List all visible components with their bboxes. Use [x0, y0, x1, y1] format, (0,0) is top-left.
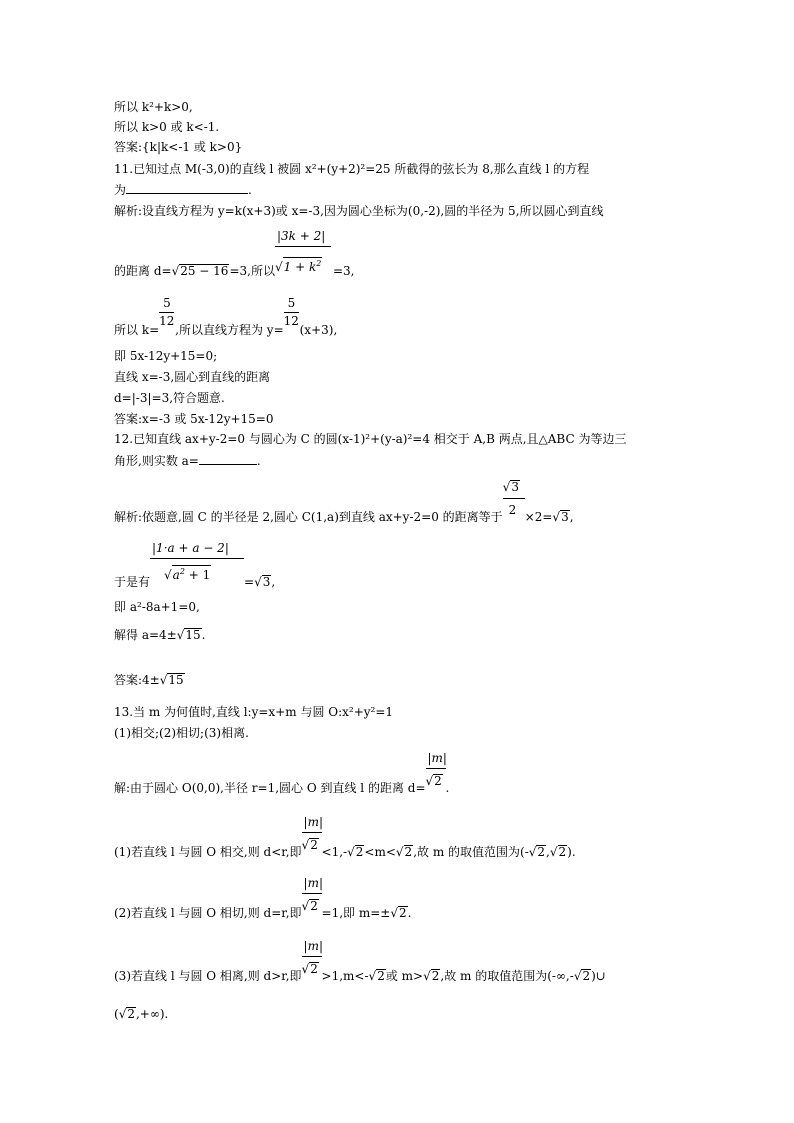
- text: 为: [114, 183, 127, 197]
- text: =1,即 m=±: [321, 906, 391, 920]
- text: )∪: [591, 969, 606, 983]
- radicand-text: + 1: [184, 568, 211, 582]
- text: ,: [569, 510, 574, 524]
- radicand-text: 1 + k: [283, 260, 317, 274]
- text: 答案:4±: [114, 673, 160, 687]
- radicand: 15: [168, 673, 184, 687]
- text-line: 所以 k>0 或 k<-1.: [114, 120, 220, 134]
- radicand: 15: [185, 628, 201, 642]
- text: =: [244, 575, 255, 589]
- fraction-bar: [426, 768, 446, 769]
- question-12-blank-line: [114, 453, 261, 468]
- formula-line: [114, 1007, 168, 1021]
- text-line: 直线 x=-3,圆心到直线的距离: [114, 370, 271, 384]
- sqrt-sign: √: [159, 673, 168, 687]
- sqrt-sign: √: [301, 899, 310, 913]
- radicand: 2: [377, 969, 385, 983]
- numerator: |3k + 2|: [276, 229, 326, 243]
- sqrt-sign: √: [528, 845, 537, 859]
- formula-line: [114, 480, 574, 524]
- answer-line: 答案:x=-3 或 5x-12y+15=0: [114, 412, 274, 426]
- numerator: |m|: [303, 939, 323, 953]
- sqrt-sign: √: [573, 969, 582, 983]
- radicand: 2: [582, 969, 591, 983]
- sqrt-sign: √: [118, 1007, 127, 1021]
- radicand: 2: [310, 962, 318, 976]
- text-line: (1)相交;(2)相切;(3)相离.: [114, 726, 249, 740]
- text: 所以 k=: [114, 323, 160, 337]
- numerator: |1·a + a − 2|: [152, 541, 229, 555]
- text: 解得 a=4±: [114, 628, 177, 642]
- text: ×2=: [524, 510, 553, 524]
- formula-line: [114, 296, 338, 337]
- sqrt-sign: √: [301, 962, 310, 976]
- fraction-bar: [284, 312, 299, 313]
- radicand: 2: [399, 906, 407, 920]
- radicand: 2: [537, 845, 546, 859]
- radicand: 2: [355, 845, 364, 859]
- text: (x+3),: [299, 323, 338, 337]
- denominator: [302, 899, 319, 913]
- text: 解:由于圆心 O(0,0),半径 r=1,圆心 O 到直线 l 的距离 d=: [114, 781, 426, 795]
- text: ,+∞).: [135, 1007, 169, 1021]
- text: .: [201, 628, 206, 642]
- fraction-bar: [150, 558, 244, 559]
- text: .: [407, 906, 412, 920]
- numerator: |m|: [303, 815, 323, 829]
- formula-line: [114, 876, 412, 920]
- numerator: 5: [287, 296, 296, 310]
- radicand: 3: [561, 510, 569, 524]
- numerator: |m|: [303, 876, 323, 890]
- text: ,故 m 的取值范围为(-: [413, 845, 529, 859]
- radicand: 2: [310, 899, 318, 913]
- sqrt-sign: √: [552, 510, 561, 524]
- fraction: [301, 876, 323, 917]
- formula-line: [114, 815, 576, 859]
- sqrt-sign: √: [164, 568, 172, 582]
- text: .: [248, 183, 252, 197]
- numerator: |m|: [427, 751, 447, 765]
- text: 的距离 d=: [114, 264, 172, 278]
- sqrt-sign: √: [347, 845, 355, 859]
- analysis-line: 解析:设直线方程为 y=k(x+3)或 x=-3,因为圆心坐标为(0,-2),圆的半径为 5,所以圆心到直线: [114, 204, 604, 218]
- text: <m<: [364, 845, 396, 859]
- radicand: 3: [262, 575, 271, 589]
- radicand: 2: [558, 845, 567, 859]
- radicand-text: a: [172, 568, 180, 582]
- radicand: [172, 565, 212, 581]
- exponent: 2: [316, 259, 322, 268]
- fraction: [283, 296, 300, 334]
- sqrt-sign: √: [274, 260, 283, 274]
- text: =3,所以: [229, 264, 275, 278]
- radicand: 2: [404, 845, 413, 859]
- text: (2)若直线 l 与圆 O 相切,则 d=r,即: [114, 906, 302, 920]
- formula-line: [114, 939, 606, 983]
- numerator: 5: [163, 296, 171, 310]
- sqrt-sign: √: [368, 969, 377, 983]
- text: 角形,则实数 a=: [114, 454, 199, 468]
- sqrt-sign: √: [301, 838, 310, 852]
- text: (3)若直线 l 与圆 O 相离,则 d>r,即: [114, 969, 302, 983]
- question-12: 12.已知直线 ax+y-2=0 与圆心为 C 的圆(x-1)²+(y-a)²=4 相交于 A,B 两点,且△ABC 为等边三: [114, 432, 627, 446]
- text-line: 所以 k²+k>0,: [114, 100, 193, 114]
- sqrt-sign: √: [254, 575, 262, 589]
- radicand: [283, 257, 323, 273]
- fraction-bar: [302, 956, 322, 957]
- text: 解析:依题意,圆 C 的半径是 2,圆心 C(1,a)到直线 ax+y-2=0 的距离等于: [114, 510, 503, 524]
- question-13: 13.当 m 为何值时,直线 l:y=x+m 与圆 O:x²+y²=1: [114, 705, 394, 719]
- sqrt-sign: √: [176, 628, 185, 642]
- text: ,: [546, 845, 550, 859]
- question-11: 11.已知过点 M(-3,0)的直线 l 被圆 x²+(y+2)²=25 所截得的弦长为 8,那么直线 l 的方程: [114, 162, 590, 176]
- numerator: [503, 480, 520, 494]
- denominator: 12: [159, 314, 175, 328]
- denominator: [426, 774, 443, 788]
- fraction-bar: [275, 246, 331, 247]
- answer-blank: [126, 182, 248, 194]
- sqrt-sign: √: [425, 774, 434, 788]
- sqrt-sign: √: [171, 264, 180, 278]
- text: <1,-: [321, 845, 348, 859]
- answer-line: [114, 673, 185, 687]
- fraction: [301, 815, 323, 856]
- fraction-bar: [302, 832, 322, 833]
- text: =3,: [332, 264, 355, 278]
- denominator: [302, 962, 319, 976]
- text-line: 即 a²-8a+1=0,: [114, 600, 200, 614]
- fraction-bar: [159, 312, 174, 313]
- sqrt-sign: √: [502, 480, 511, 494]
- text: ,故 m 的取值范围为(-∞,-: [440, 969, 574, 983]
- fraction-bar: [503, 498, 525, 499]
- sqrt-sign: √: [395, 845, 404, 859]
- denominator: 2: [508, 503, 517, 517]
- text: (: [114, 1007, 119, 1021]
- radicand: 2: [310, 838, 318, 852]
- text: ).: [567, 845, 576, 859]
- fraction: [301, 939, 323, 980]
- denominator: [164, 565, 211, 582]
- text: 或 m>: [385, 969, 424, 983]
- sqrt-sign: √: [549, 845, 558, 859]
- text: 于是有: [114, 575, 151, 589]
- text: (1)若直线 l 与圆 O 相交,则 d<r,即: [114, 845, 302, 859]
- text: ,所以直线方程为 y=: [175, 323, 284, 337]
- answer-blank: [199, 453, 257, 465]
- text: .: [256, 454, 261, 468]
- radicand: 25 − 16: [180, 264, 229, 278]
- radicand: 2: [431, 969, 440, 983]
- text: .: [445, 781, 450, 795]
- answer-line: 答案:{k|k<-1 或 k>0}: [114, 140, 243, 154]
- sqrt-sign: √: [423, 969, 431, 983]
- fraction-bar: [302, 893, 322, 894]
- denominator: [275, 257, 322, 274]
- exponent: 2: [179, 567, 185, 576]
- fraction: [502, 480, 525, 521]
- radicand: 3: [511, 480, 519, 494]
- denominator: 12: [283, 314, 299, 328]
- text-line: 即 5x-12y+15=0;: [114, 349, 218, 363]
- formula-line: [114, 628, 205, 642]
- fraction: [159, 296, 175, 334]
- radicand: 2: [434, 774, 442, 788]
- radicand: 2: [127, 1007, 135, 1021]
- sqrt-sign: √: [390, 906, 398, 920]
- formula-line: [114, 229, 355, 278]
- text: ,: [271, 575, 276, 589]
- fraction: [274, 229, 333, 275]
- denominator: [302, 838, 319, 852]
- question-11-blank-line: [114, 182, 252, 197]
- fraction: [425, 751, 447, 792]
- text-line: d=|-3|=3,符合题意.: [114, 391, 225, 405]
- text: >1,m<-: [321, 969, 369, 983]
- formula-line: [114, 751, 450, 795]
